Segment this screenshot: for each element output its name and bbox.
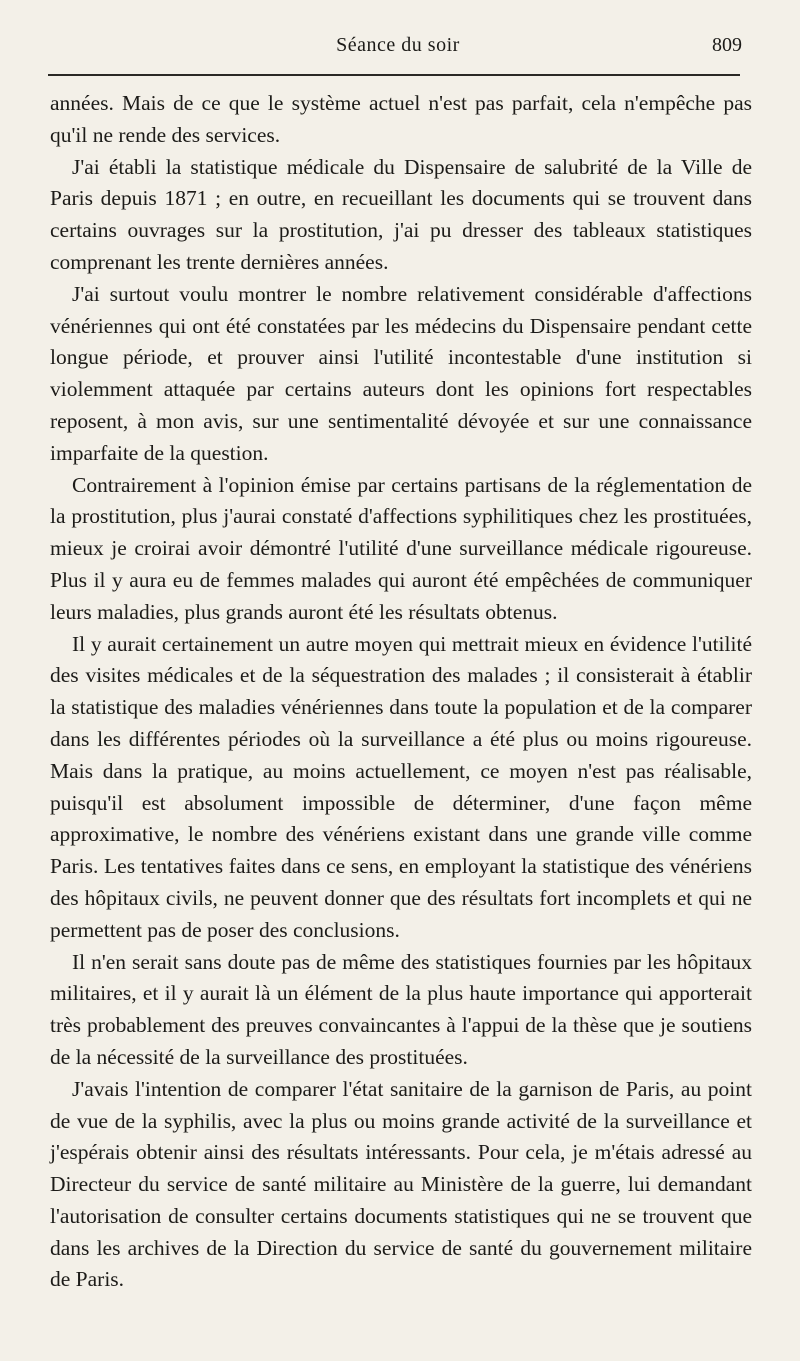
running-title: Séance du soir xyxy=(336,34,460,56)
paragraph-5: Il y aurait certainement un autre moyen qui mettrait mieux en évidence l'utilité des visites médicales et de la séquestration des malades ; il consisterait à établir la statistique des maladies vénériennes dans toute la population et de la comparer dans les différentes périodes où la surveillance a été plus ou moins rigoureuse. Mais dans la pratique, au moins actuellement, ce moyen n'est pas réalisable, puisqu'il est absolument impossible de déterminer, d'une façon même approximative, le nombre des vénériens existant dans une grande ville comme Paris. Les tentatives faites dans ce sens, en employant la statistique des vénériens des hôpitaux civils, ne peuvent donner que des résultats fort incomplets et qui ne permettent pas de poser des conclusions. xyxy=(50,631,752,942)
header-rule xyxy=(48,74,740,76)
paragraph-4: Contrairement à l'opinion émise par certains partisans de la réglementation de la prostitution, plus j'aurai constaté d'affections syphilitiques chez les prostituées, mieux je croirai avoir démontré l'utilité d'une surveillance médicale rigoureuse. Plus il y aura eu de femmes malades qui auront été empêchées de communiquer leurs maladies, plus grands auront été les résultats obtenus. xyxy=(50,472,752,624)
paragraph-2: J'ai établi la statistique médicale du Dispensaire de salubrité de la Ville de Paris depuis 1871 ; en outre, en recueillant les documents qui se trouvent dans certains ouvrages sur la prostitution, j'ai pu dresser des tableaux statistiques comprenant les trente dernières années. xyxy=(50,154,752,274)
paragraph-7: J'avais l'intention de comparer l'état sanitaire de la garnison de Paris, au point de vue de la syphilis, avec la plus ou moins grande activité de la surveillance et j'espérais obtenir ainsi des résultats intéressants. Pour cela, je m'étais adressé au Directeur du service de santé militaire au Ministère de la guerre, lui demandant l'autorisation de consulter certains documents statistiques qui ne se trouvent que dans les archives de la Direction du service de santé du gouvernement militaire de Paris. xyxy=(50,1076,752,1292)
paragraph-1: années. Mais de ce que le système actuel n'est pas parfait, cela n'empêche pas qu'il ne rende des services. xyxy=(50,91,752,147)
paragraph-3: J'ai surtout voulu montrer le nombre relativement considérable d'affections vénériennes qui ont été constatées par les médecins du Dispensaire pendant cette longue période, et prouver ainsi l'utilité incontestable d'une institution si violemment attaquée par certains auteurs dont les opinions fort respectables reposent, à mon avis, sur une sentimentalité dévoyée et sur une connaissance imparfaite de la question. xyxy=(50,281,752,465)
page-number: 809 xyxy=(712,34,742,56)
page-header xyxy=(48,34,748,64)
body-text xyxy=(50,88,752,1296)
paragraph-6: Il n'en serait sans doute pas de même des statistiques fournies par les hôpitaux militaires, et il y aurait là un élément de la plus haute importance qui apporterait très probablement des preuves convaincantes à l'appui de la thèse que je soutiens de la nécessité de la surveillance des prostituées. xyxy=(50,949,752,1069)
